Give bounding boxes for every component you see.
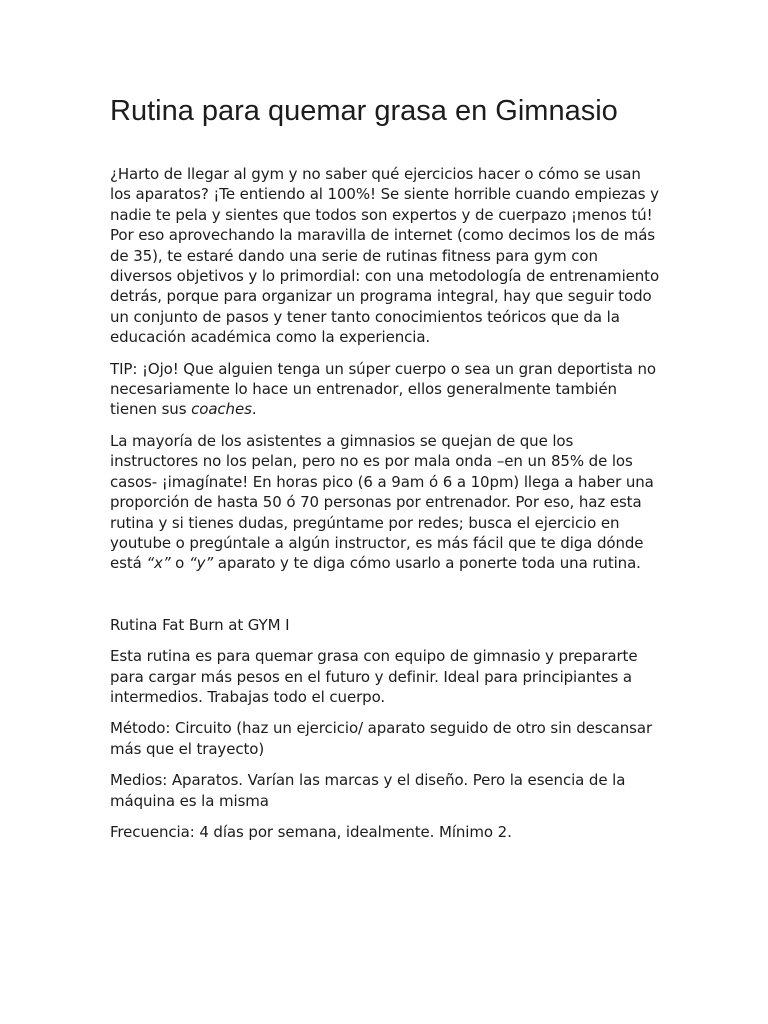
frecuencia-paragraph: Frecuencia: 4 días por semana, idealmente. Mínimo 2. [110,822,512,841]
instructors-o: o [170,554,189,573]
instructors-paragraph [110,431,662,574]
section-spacer [110,585,662,615]
instructors-x: “x” [146,554,171,573]
tip-text: TIP: ¡Ojo! Que alguien tenga un súper cuerpo o sea un gran deportista no necesariamente lo hace un entrenador, ellos generalmente también tienen sus [110,359,656,419]
instructors-text-b: aparato y te diga cómo usarlo a ponerte toda una rutina. [213,554,641,573]
tip-italic: coaches [191,400,252,419]
intro-paragraph: ¿Harto de llegar al gym y no saber qué ejercicios hacer o cómo se usan los aparatos? ¡Te entiendo al 100%! Se siente horrible cuando empiezas y nadie te pela y sientes que todos son expertos y de cuerpazo ¡menos tú! Por eso aprovechando la maravilla de internet (como decimos los de más de 35), te estaré dando una serie de rutinas fitness para gym con diversos objetivos y lo primordial: con una metodología de entrenamiento detrás, porque para organizar un programa integral, hay que seguir todo un conjunto de pasos y tener tanto conocimientos teóricos que da la educación académica como la experiencia. [110,165,660,347]
page-title: Rutina para quemar grasa en Gimnasio [110,95,618,127]
medios-paragraph: Medios: Aparatos. Varían las marcas y el diseño. Pero la esencia de la máquina es la misma [110,771,626,810]
tip-paragraph [110,359,662,420]
instructors-text-a: La mayoría de los asistentes a gimnasios se quejan de que los instructores no los pelan, pero no es por mala onda –en un 85% de los casos- ¡imagínate! En horas pico (6 a 9am ó 6 a 10pm) llega a haber una proporción de hasta 50 ó 70 personas por entrenador. Por eso, haz esta rutina y si tienes dudas, pregúntame por redes; busca el ejercicio en youtube o pregúntale a algún instructor, es más fácil que te diga dónde está [110,431,654,573]
section-heading: Rutina Fat Burn at GYM I [110,615,290,634]
document-body [110,164,662,853]
tip-end: . [251,400,257,419]
section-description: Esta rutina es para quemar grasa con equipo de gimnasio y prepararte para cargar más pesos en el futuro y definir. Ideal para principiantes a intermedios. Trabajas todo el cuerpo. [110,647,638,706]
metodo-paragraph: Método: Circuito (haz un ejercicio/ aparato seguido de otro sin descansar más que el trayecto) [110,719,653,758]
instructors-y: “y” [188,554,214,573]
